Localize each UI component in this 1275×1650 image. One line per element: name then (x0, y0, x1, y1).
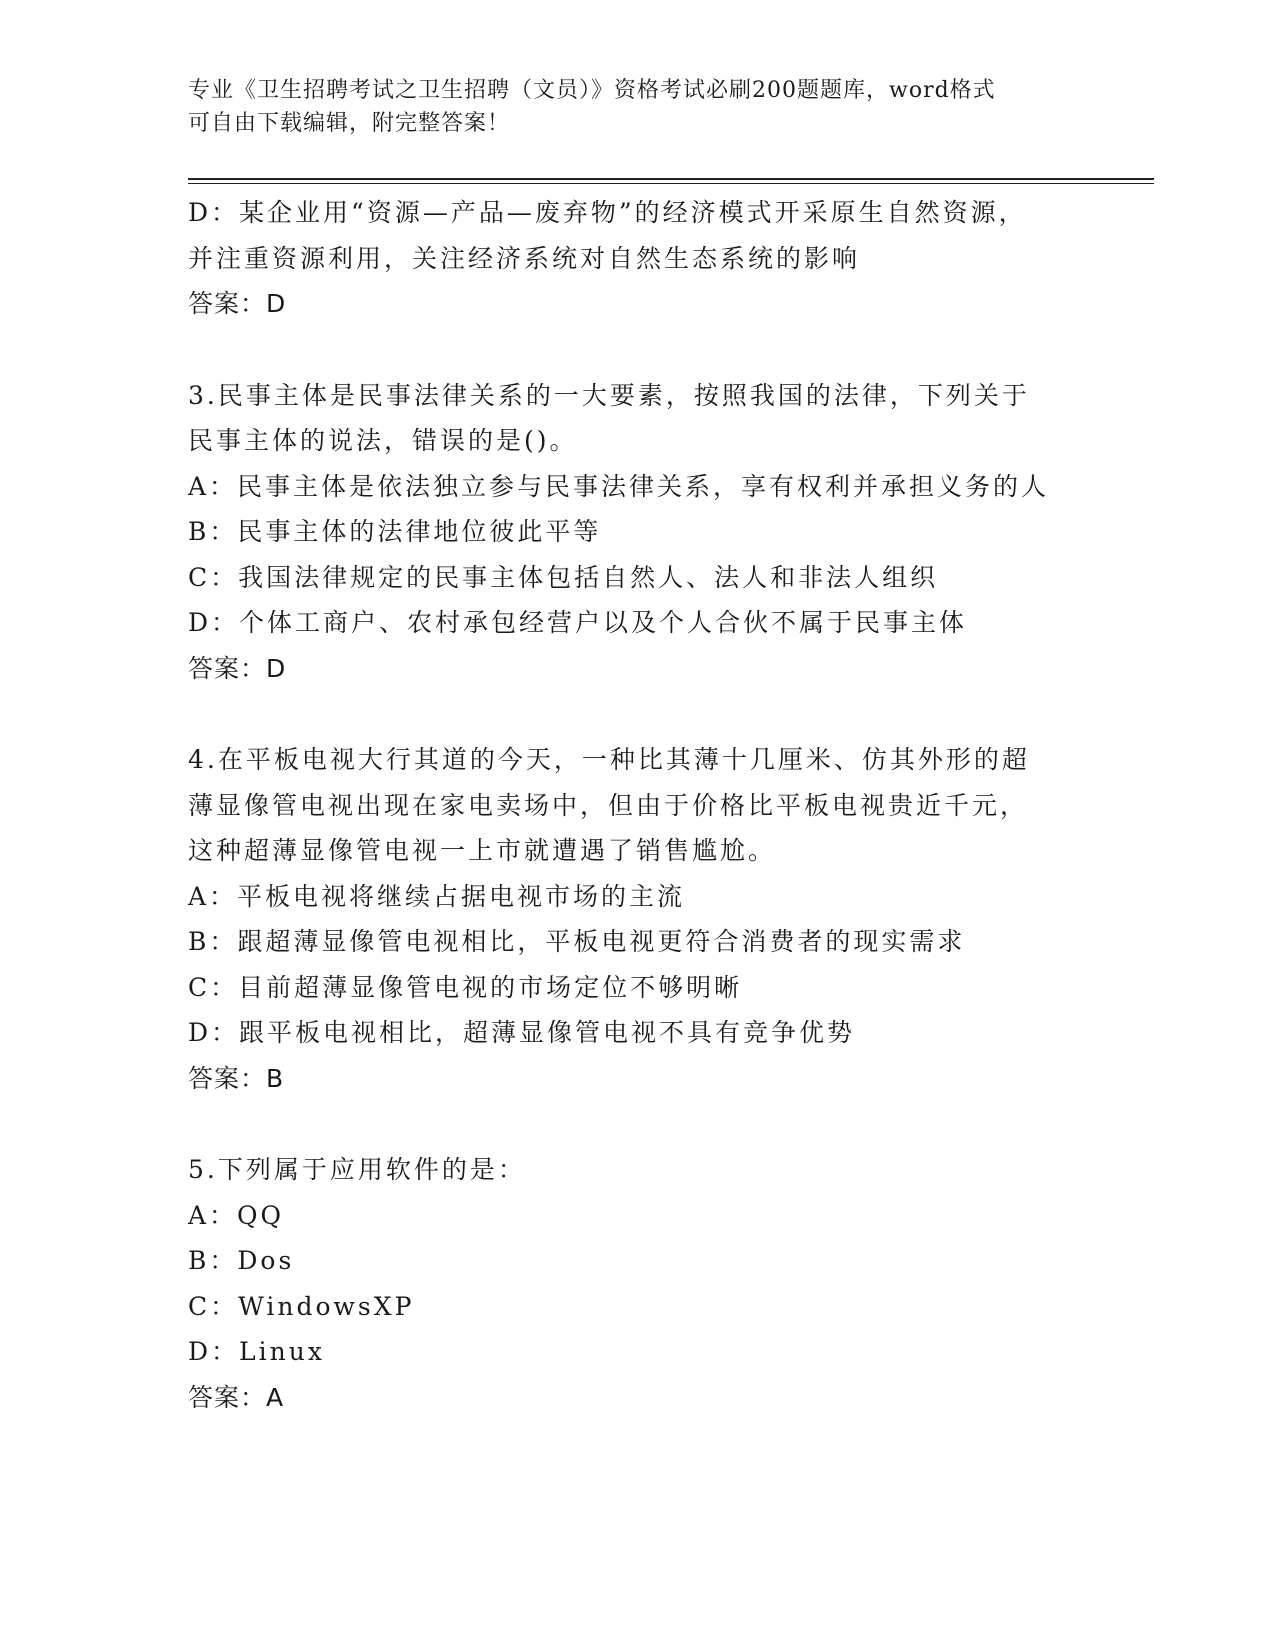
option-b: B：跟超薄显像管电视相比，平板电视更符合消费者的现实需求 (188, 927, 966, 956)
question-stem-line-2: 薄显像管电视出现在家电卖场中，但由于价格比平板电视贵近千元， (188, 790, 1029, 820)
question-stem-line-2: 民事主体的说法，错误的是()。 (188, 426, 578, 455)
spacer (188, 691, 1088, 737)
header-title-line-2: 可自由下载编辑，附完整答案！ (188, 111, 511, 136)
document-body (188, 190, 1088, 1420)
header-divider-bottom (188, 183, 1154, 184)
option-d: D：个体工商户、农村承包经营户以及个人合伙不属于民事主体 (188, 608, 968, 637)
question-2-continued (188, 190, 1088, 327)
option-d: D：跟平板电视相比，超薄显像管电视不具有竞争优势 (188, 1018, 856, 1047)
question-5 (188, 1147, 1088, 1420)
option-d: D：Linux (188, 1337, 325, 1366)
question-stem-line-1: 4.在平板电视大行其道的今天，一种比其薄十几厘米、仿其外形的超 (188, 745, 1030, 774)
option-a: A：平板电视将继续占据电视市场的主流 (188, 881, 686, 911)
option-a: A：民事主体是依法独立参与民事法律关系，享有权利并承担义务的人 (188, 471, 1050, 501)
document-header (188, 74, 1088, 140)
question-stem-line-1: 5.下列属于应用软件的是： (188, 1155, 526, 1184)
question-stem-line-1: 3.民事主体是民事法律关系的一大要素，按照我国的法律，下列关于 (188, 380, 1030, 410)
answer-line: 答案：D (188, 653, 287, 683)
option-a: A：QQ (188, 1200, 285, 1230)
option-d-line-1: D：某企业用“资源—产品—废弃物”的经济模式开采原生自然资源， (188, 198, 1027, 227)
option-c: C：目前超薄显像管电视的市场定位不够明晰 (188, 972, 743, 1002)
question-3 (188, 373, 1088, 692)
option-c: C：我国法律规定的民事主体包括自然人、法人和非法人组织 (188, 562, 939, 592)
question-stem-line-3: 这种超薄显像管电视一上市就遭遇了销售尴尬。 (188, 836, 777, 865)
header-divider-top (188, 178, 1154, 180)
answer-line: 答案：D (188, 289, 287, 318)
spacer (188, 327, 1088, 373)
question-4 (188, 737, 1088, 1101)
option-d-line-2: 并注重资源利用，关注经济系统对自然生态系统的影响 (188, 243, 861, 273)
option-c: C：WindowsXP (188, 1291, 415, 1321)
option-b: B：Dos (188, 1246, 295, 1275)
answer-line: 答案：B (188, 1063, 285, 1093)
option-b: B：民事主体的法律地位彼此平等 (188, 517, 602, 546)
header-title-line-1: 专业《卫生招聘考试之卫生招聘（文员）》资格考试必刷200题题库，word格式 (188, 78, 996, 103)
answer-line: 答案：A (188, 1382, 285, 1412)
spacer (188, 1101, 1088, 1147)
